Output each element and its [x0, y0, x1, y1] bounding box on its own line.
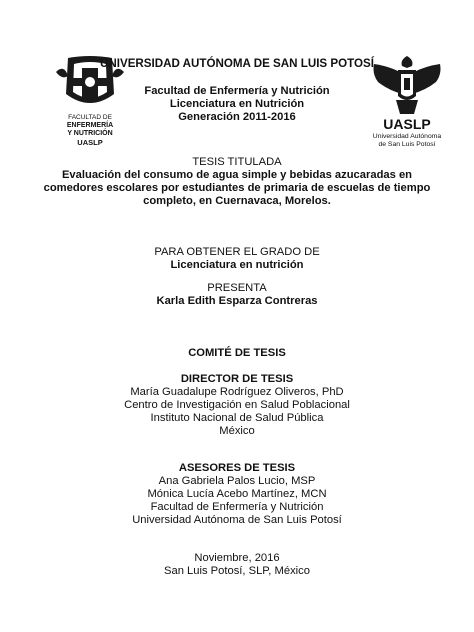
advisor-line: Mónica Lucía Acebo Martínez, MCN: [147, 488, 327, 500]
program-name: Licenciatura en Nutrición: [169, 98, 305, 110]
degree-name: Licenciatura en nutrición: [170, 259, 304, 271]
director-line: México: [219, 425, 255, 437]
director-line: Centro de Investigación en Salud Poblacional: [124, 399, 350, 411]
university-name: UNIVERSIDAD AUTÓNOMA DE SAN LUIS POTOSÍ: [100, 57, 374, 70]
degree-heading: PARA OBTENER EL GRADO DE: [154, 246, 320, 258]
presenter-name: Karla Edith Esparza Contreras: [156, 295, 318, 307]
date: Noviembre, 2016: [194, 552, 280, 564]
thesis-title-line: Evaluación del consumo de agua simple y bebidas azucaradas en: [61, 169, 413, 181]
thesis-title-line: completo, en Cuernavaca, Morelos.: [143, 195, 331, 207]
thesis-heading: TESIS TITULADA: [192, 156, 282, 168]
university-logo-acronym: UASLP: [383, 116, 431, 132]
director-heading: DIRECTOR DE TESIS: [180, 373, 294, 385]
director-line: Instituto Nacional de Salud Pública: [150, 412, 324, 424]
advisors-heading: ASESORES DE TESIS: [178, 462, 296, 474]
faculty-logo-line: Y NUTRICIÓN: [67, 130, 113, 137]
advisor-line: Universidad Autónoma de San Luis Potosí: [132, 514, 342, 526]
place: San Luis Potosí, SLP, México: [164, 565, 310, 577]
faculty-logo-line: FACULTAD DE: [68, 114, 112, 121]
generation: Generación 2011-2016: [178, 111, 296, 123]
advisor-line: Facultad de Enfermería y Nutrición: [150, 501, 324, 513]
university-logo-line: Universidad Autónoma: [372, 133, 442, 140]
committee-heading: COMITÉ DE TESIS: [188, 347, 286, 359]
faculty-name: Facultad de Enfermería y Nutrición: [144, 85, 330, 97]
thesis-title-line: comedores escolares por estudiantes de primaria de escuelas de tiempo: [43, 182, 431, 194]
university-logo-line: de San Luis Potosí: [378, 141, 436, 148]
director-line: María Guadalupe Rodríguez Oliveros, PhD: [130, 386, 344, 398]
faculty-logo-line: UASLP: [77, 138, 103, 147]
advisor-line: Ana Gabriela Palos Lucio, MSP: [158, 475, 316, 487]
faculty-logo-line: ENFERMERÍA: [66, 122, 114, 129]
presenter-heading: PRESENTA: [207, 282, 267, 294]
